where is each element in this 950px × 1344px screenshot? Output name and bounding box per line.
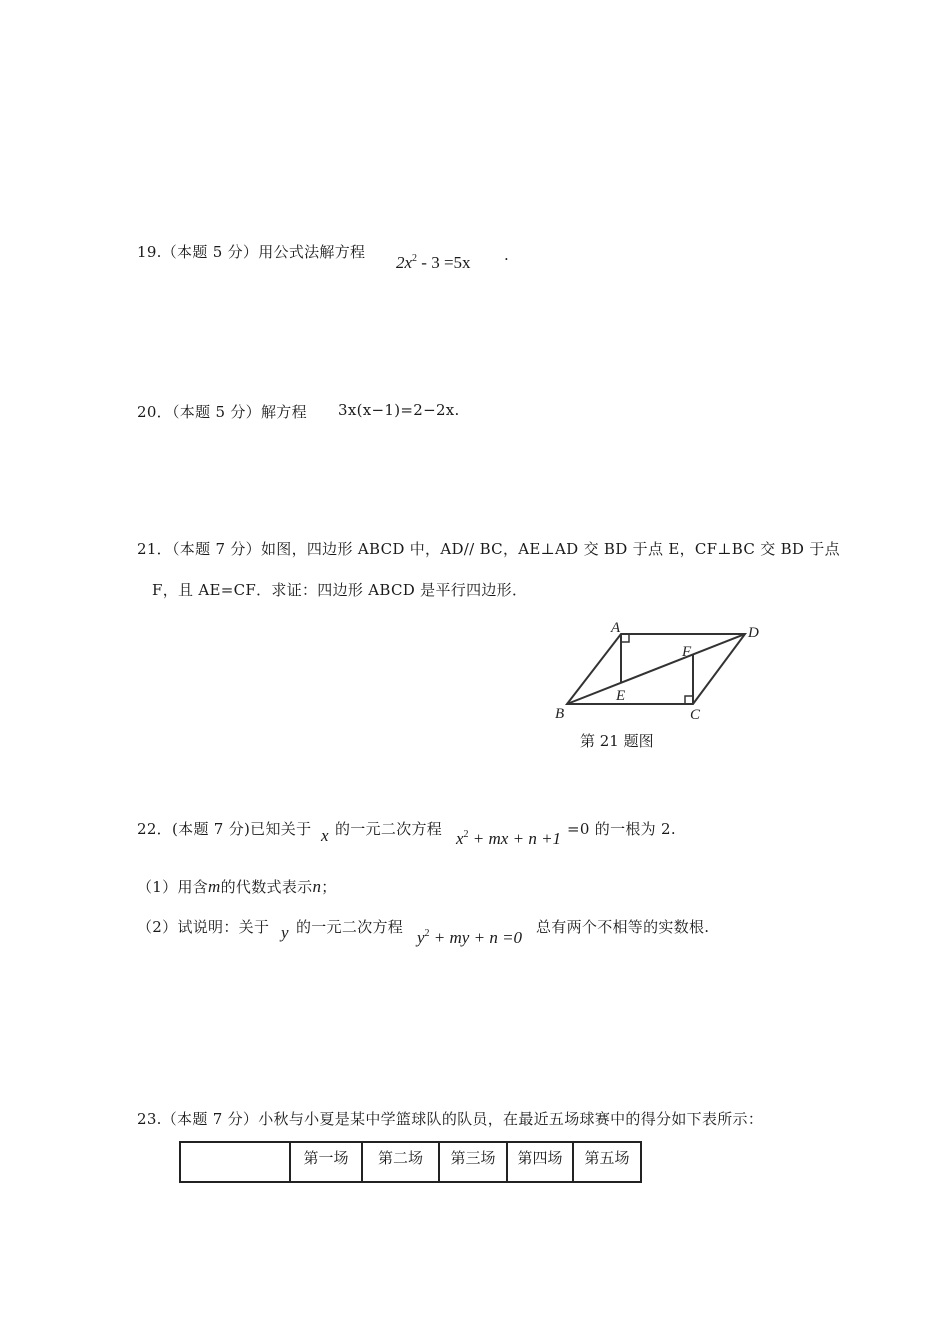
q22-p1-n: n bbox=[312, 877, 322, 896]
label-d: D bbox=[748, 625, 759, 641]
q22-equation bbox=[456, 829, 561, 849]
right-angle-c bbox=[685, 696, 693, 704]
q21-figure bbox=[545, 618, 775, 728]
q22-p1-m: m bbox=[208, 877, 221, 896]
right-angle-a bbox=[621, 634, 629, 642]
table-header-cell: 第一场 bbox=[290, 1142, 362, 1182]
parallelogram-diagram bbox=[545, 618, 775, 728]
q22-p2-y: y bbox=[281, 923, 289, 942]
q22-stem-c: =0 的一根为 2. bbox=[567, 820, 676, 838]
q19-end: . bbox=[504, 246, 510, 264]
q19-eq-rhs: - 3 =5x bbox=[421, 253, 471, 272]
label-b: B bbox=[555, 706, 565, 722]
q22-p2-eq-exp: 2 bbox=[424, 928, 430, 939]
q19-eq-exp: 2 bbox=[412, 253, 418, 264]
q22-eq-rest: + mx + n +1 bbox=[472, 829, 562, 848]
q22-p2-c: 总有两个不相等的实数根. bbox=[536, 918, 710, 936]
q22-p2-eq-rest: + my + n =0 bbox=[433, 928, 523, 947]
table-header-row bbox=[180, 1142, 641, 1182]
q22-eq-exp: 2 bbox=[463, 829, 469, 840]
table-header-cell: 第二场 bbox=[362, 1142, 439, 1182]
q22-stem-a: 22．(本题 7 分)已知关于 bbox=[137, 820, 312, 838]
label-a: A bbox=[611, 620, 621, 636]
label-e: E bbox=[616, 688, 626, 704]
q22-p2-b: 的一元二次方程 bbox=[296, 918, 404, 936]
q21-line1: 21．（本题 7 分）如图，四边形 ABCD 中，AD// BC，AE⊥AD 交 BD 于点 E，CF⊥BC 交 BD 于点 bbox=[137, 540, 840, 558]
label-f: F bbox=[682, 644, 692, 660]
q22-p2-eq-base: y bbox=[417, 928, 425, 947]
q19-stem: 19.（本题 5 分）用公式法解方程 bbox=[137, 243, 366, 261]
q23-stem: 23.（本题 7 分）小秋与小夏是某中学篮球队的队员，在最近五场球赛中的得分如下表所示： bbox=[137, 1110, 764, 1128]
table-header-cell: 第三场 bbox=[439, 1142, 507, 1182]
table-header-cell: 第五场 bbox=[573, 1142, 641, 1182]
label-c: C bbox=[690, 707, 701, 723]
q19-eq-lhs: 2x bbox=[396, 253, 413, 272]
table-header-cell: 第四场 bbox=[507, 1142, 573, 1182]
q22-var-x: x bbox=[321, 826, 329, 845]
q20-stem: 20．（本题 5 分）解方程 bbox=[137, 403, 307, 421]
q19-equation bbox=[396, 253, 471, 273]
q22-stem-b: 的一元二次方程 bbox=[335, 820, 443, 838]
q22-p1-a: （1）用含 bbox=[137, 878, 209, 896]
q22-eq-base: x bbox=[456, 829, 464, 848]
score-table bbox=[179, 1141, 642, 1183]
q23-table-wrap bbox=[179, 1141, 642, 1183]
q22-p2-a: （2）试说明：关于 bbox=[137, 918, 270, 936]
q22-p1-c: ； bbox=[321, 878, 337, 896]
q20-equation: 3x(x−1)=2−2x. bbox=[338, 401, 460, 419]
q22-p2-equation bbox=[417, 928, 522, 948]
table-header-cell bbox=[180, 1142, 290, 1182]
q21-line2: F，且 AE=CF．求证：四边形 ABCD 是平行四边形． bbox=[152, 581, 528, 599]
q22-part1 bbox=[137, 876, 337, 897]
q22-p1-b: 的代数式表示 bbox=[220, 878, 313, 896]
q21-figure-caption: 第 21 题图 bbox=[580, 732, 654, 750]
